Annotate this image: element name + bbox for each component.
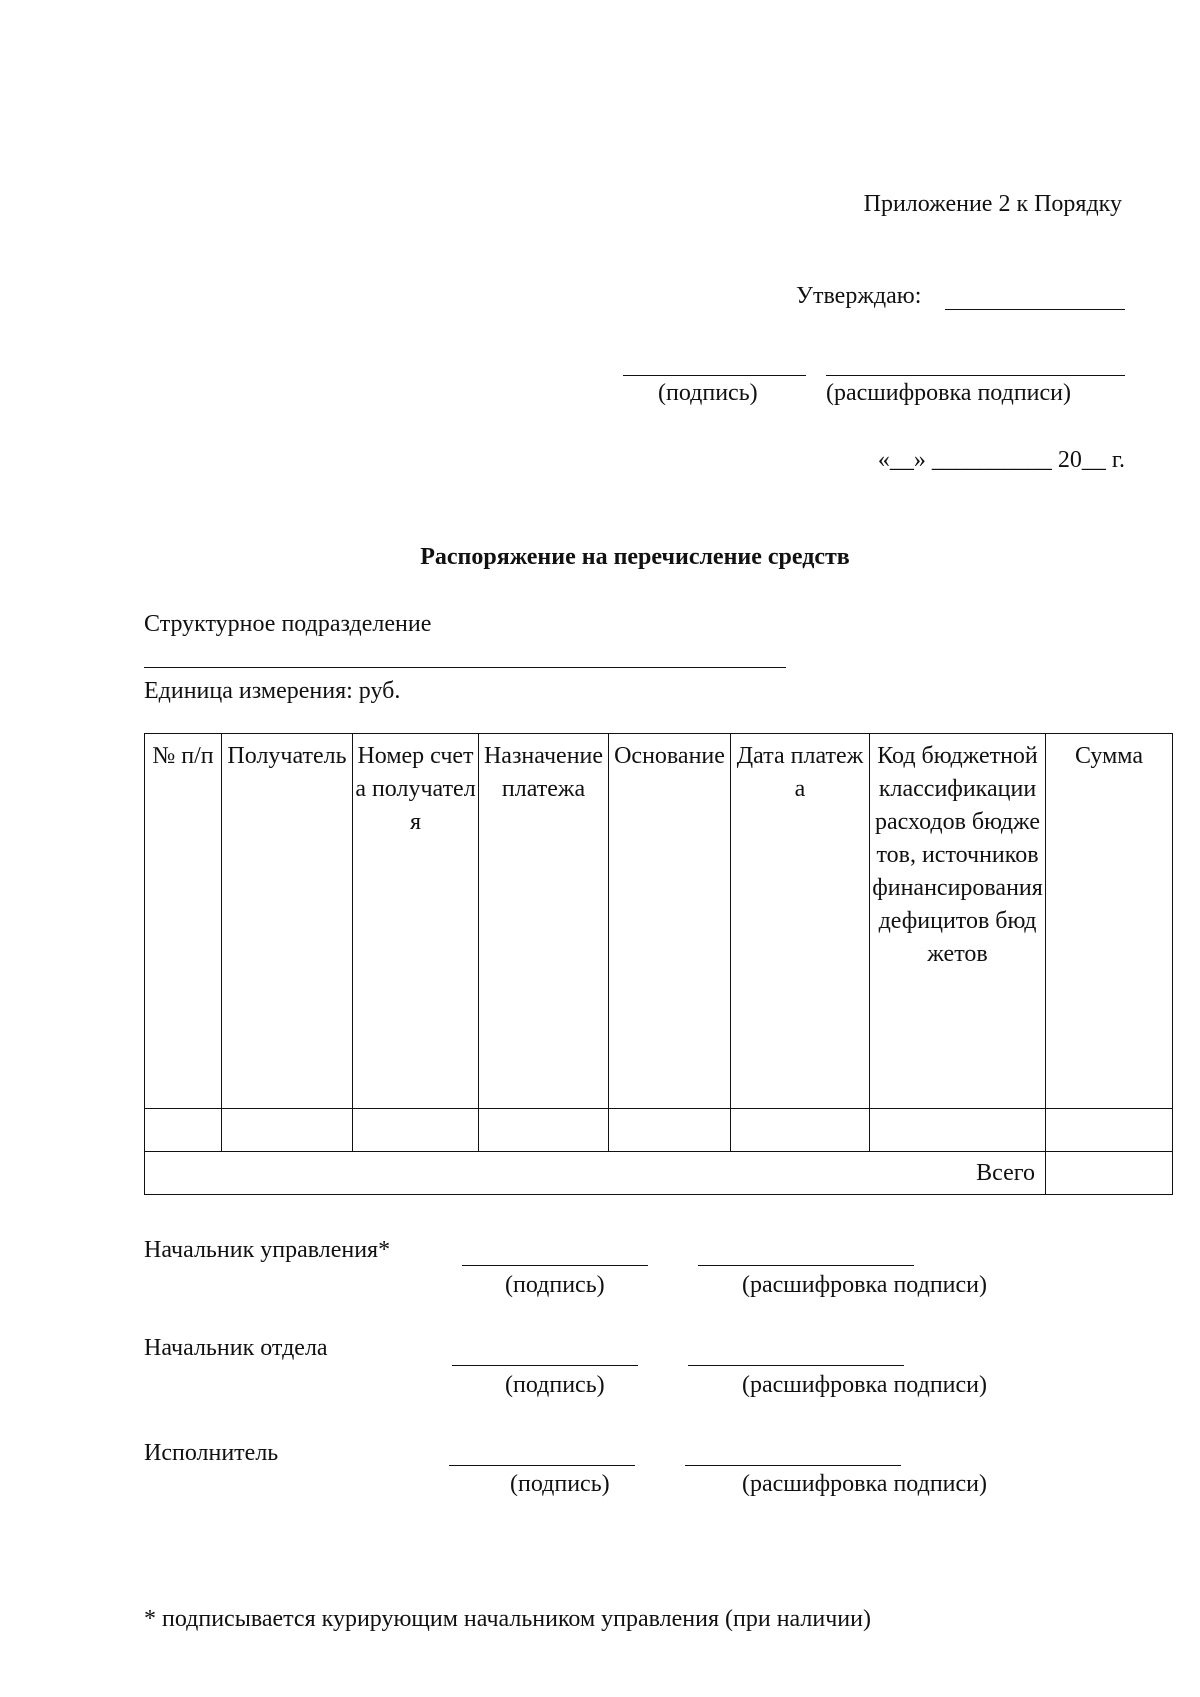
header-signature-caption: (подпись) bbox=[658, 380, 758, 406]
col-amount-header: Сумма bbox=[1046, 734, 1173, 1109]
header-decode-line[interactable] bbox=[826, 375, 1125, 376]
total-amount-cell[interactable] bbox=[1046, 1152, 1173, 1195]
col-budget-code-header: Код бюджетной классификации расходов бюджетов, источников финансирования дефицитов бюджетов bbox=[870, 734, 1046, 1109]
decode-line-executor[interactable] bbox=[685, 1465, 901, 1466]
appendix-label: Приложение 2 к Порядку bbox=[863, 191, 1122, 217]
division-input-line[interactable] bbox=[144, 667, 786, 668]
table-cell[interactable] bbox=[1046, 1109, 1173, 1152]
decode-caption-department: (расшифровка подписи) bbox=[742, 1372, 987, 1398]
decode-caption-head: (расшифровка подписи) bbox=[742, 1272, 987, 1298]
table-header-row bbox=[145, 734, 1173, 1109]
header-decode-caption: (расшифровка подписи) bbox=[826, 380, 1071, 406]
signature-line-executor[interactable] bbox=[449, 1465, 635, 1466]
col-recipient-header: Получатель bbox=[222, 734, 353, 1109]
signature-line-department[interactable] bbox=[452, 1365, 638, 1366]
footnote: * подписывается курирующим начальником управления (при наличии) bbox=[144, 1606, 871, 1632]
col-number-header: № п/п bbox=[145, 734, 222, 1109]
decode-line-head[interactable] bbox=[698, 1265, 914, 1266]
table-row bbox=[145, 1109, 1173, 1152]
table-cell[interactable] bbox=[731, 1109, 870, 1152]
document-title: Распоряжение на перечисление средств bbox=[420, 544, 850, 570]
header-signature-line[interactable] bbox=[623, 375, 806, 376]
approve-label: Утверждаю: bbox=[796, 283, 922, 309]
table-cell[interactable] bbox=[145, 1109, 222, 1152]
signature-role-head: Начальник управления* bbox=[144, 1237, 391, 1263]
unit-label: Единица измерения: руб. bbox=[144, 678, 401, 704]
col-date-header: Дата платежа bbox=[731, 734, 870, 1109]
table-cell[interactable] bbox=[870, 1109, 1046, 1152]
signature-caption-head: (подпись) bbox=[505, 1272, 605, 1298]
table-cell[interactable] bbox=[479, 1109, 609, 1152]
table-cell[interactable] bbox=[609, 1109, 731, 1152]
col-purpose-header: Назначение платежа bbox=[479, 734, 609, 1109]
table-total-row bbox=[145, 1152, 1173, 1195]
signature-role-department: Начальник отдела bbox=[144, 1335, 328, 1361]
decode-line-department[interactable] bbox=[688, 1365, 904, 1366]
table-cell[interactable] bbox=[222, 1109, 353, 1152]
signature-caption-executor: (подпись) bbox=[510, 1471, 610, 1497]
approval-date[interactable]: «__» __________ 20__ г. bbox=[877, 447, 1125, 473]
total-label: Всего bbox=[145, 1152, 1046, 1195]
division-label: Структурное подразделение bbox=[144, 611, 432, 637]
signature-role-executor: Исполнитель bbox=[144, 1440, 279, 1466]
approve-line[interactable] bbox=[945, 309, 1125, 310]
signature-line-head[interactable] bbox=[462, 1265, 648, 1266]
col-basis-header: Основание bbox=[609, 734, 731, 1109]
col-account-header: Номер счета получателя bbox=[353, 734, 479, 1109]
payments-table bbox=[144, 733, 1173, 1195]
signature-caption-department: (подпись) bbox=[505, 1372, 605, 1398]
decode-caption-executor: (расшифровка подписи) bbox=[742, 1471, 987, 1497]
table-cell[interactable] bbox=[353, 1109, 479, 1152]
